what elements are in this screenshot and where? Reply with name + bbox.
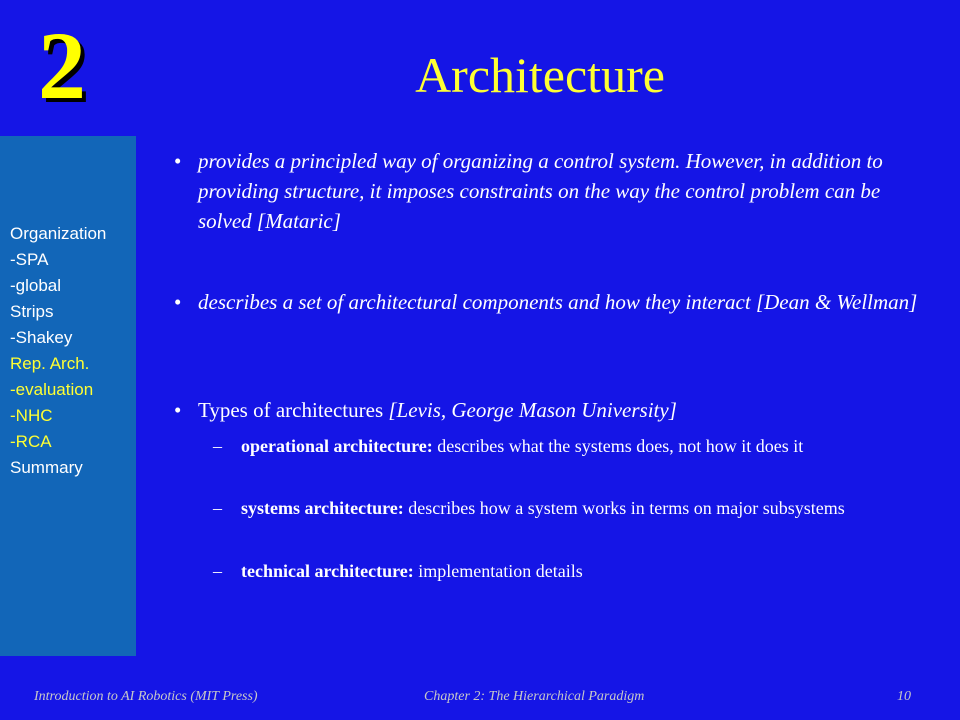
sub-bullet-text [241, 496, 913, 520]
sub-bullet-operational [213, 434, 913, 458]
sub-bullet-term: operational architecture: [241, 436, 433, 456]
sidebar-item-spa: -SPA [10, 250, 49, 269]
bullet-text: describes a set of architectural components and how they interact [Dean & Wellman] [198, 290, 918, 314]
sub-bullet-term: systems architecture: [241, 498, 404, 518]
sidebar-outline [10, 221, 106, 481]
bullet-marker: • [174, 290, 182, 314]
sub-bullet-systems [213, 496, 913, 520]
types-heading-plain: Types of architectures [198, 398, 389, 422]
slide-title: Architecture [415, 47, 665, 103]
sidebar-item-rep-arch: Rep. Arch. [10, 354, 90, 373]
sub-bullet-description: describes how a system works in terms on major subsystems [403, 498, 845, 518]
sidebar-item-summary: Summary [10, 458, 83, 477]
sub-bullet-marker: – [213, 561, 222, 581]
sub-bullet-description: implementation details [413, 561, 583, 581]
sub-bullet-text [241, 559, 913, 583]
sidebar-item-global: -global [10, 276, 62, 295]
bullet-definition-dean-wellman [174, 287, 924, 317]
sidebar-item-strips: Strips [10, 302, 54, 321]
sub-bullet-marker: – [213, 498, 222, 518]
sidebar-item-shakey: -Shakey [10, 328, 73, 347]
sidebar-item-evaluation: -evaluation [10, 380, 94, 399]
footer-book-title: Introduction to AI Robotics (MIT Press) [34, 689, 258, 704]
bullet-marker: • [174, 149, 182, 173]
types-heading-citation: [Levis, George Mason University] [388, 398, 677, 422]
footer-page-number: 10 [897, 689, 911, 704]
sub-bullet-term: technical architecture: [241, 561, 414, 581]
sub-bullet-description: describes what the systems does, not how it does it [432, 436, 804, 456]
bullet-text [198, 395, 924, 425]
sub-bullet-technical [213, 559, 913, 583]
bullet-definition-mataric [174, 146, 924, 236]
sub-bullet-text [241, 434, 913, 458]
bullet-types-of-architectures [174, 395, 924, 425]
bullet-marker: • [174, 398, 182, 422]
bullet-text: provides a principled way of organizing a control system. However, in addition to providing structure, it imposes constraints on the way the control problem can be solved [Mataric] [198, 149, 883, 233]
sub-bullet-marker: – [213, 436, 222, 456]
chapter-number: 2 [38, 12, 86, 119]
sidebar-item-nhc: -NHC [10, 406, 53, 425]
sidebar-item-rca: -RCA [10, 432, 52, 451]
sidebar-item-organization: Organization [10, 224, 107, 243]
footer-chapter: Chapter 2: The Hierarchical Paradigm [424, 689, 645, 704]
